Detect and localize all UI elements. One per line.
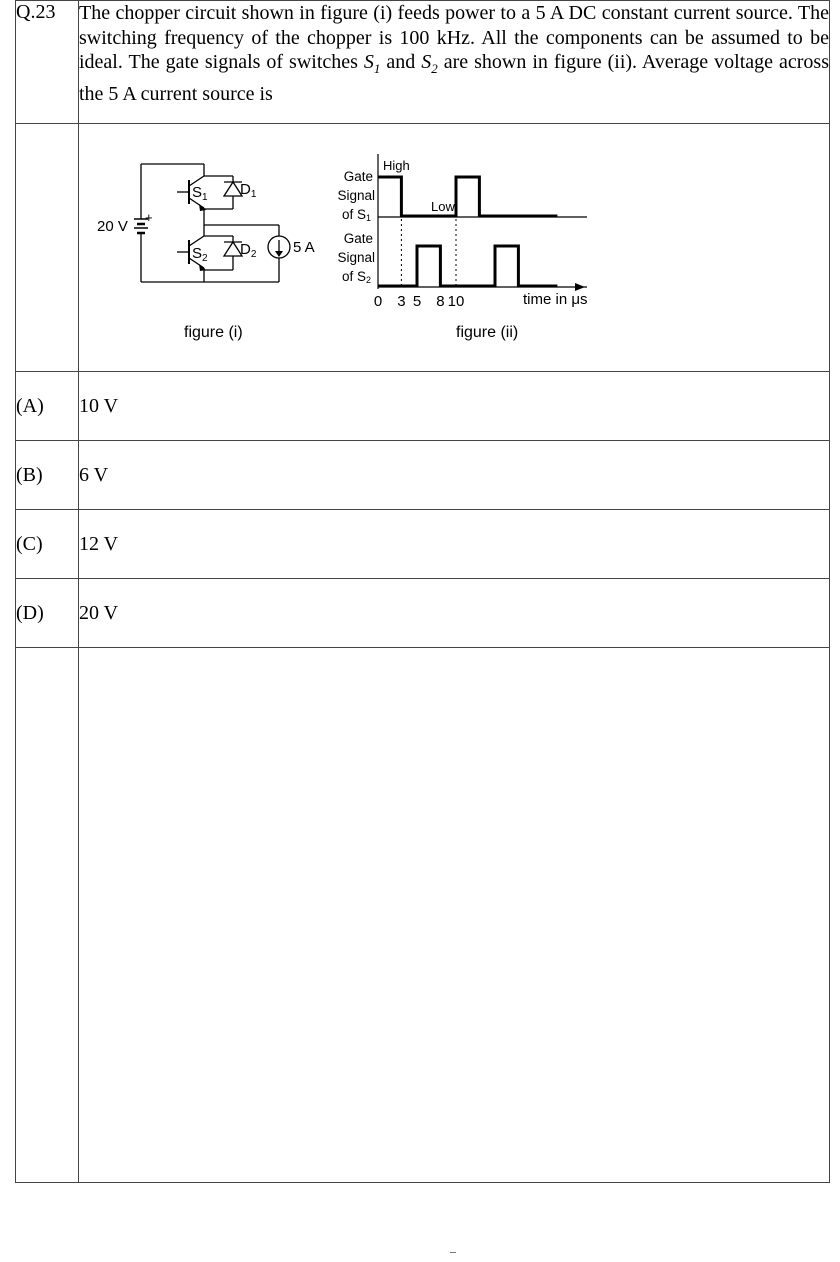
- option-row-b[interactable]: [16, 441, 830, 510]
- figure-i-caption: figure (i): [184, 324, 243, 341]
- figure-ii-caption: figure (ii): [456, 324, 519, 341]
- diode-d2-label: $D_2$: [240, 241, 257, 260]
- circuit-arrows: [199, 204, 283, 271]
- switch-s1-symbol: $S_1$: [363, 51, 381, 76]
- time-axis-arrow: [575, 283, 585, 291]
- svg-text:Gate: Gate: [343, 169, 373, 184]
- time-tick-5: 5: [412, 293, 422, 310]
- time-tick-0: 0: [373, 293, 383, 310]
- svg-text:Signal: Signal: [337, 250, 375, 265]
- option-a-text: 10 V: [79, 372, 830, 441]
- page-footer-mark: [450, 1252, 456, 1253]
- low-label: Low: [431, 199, 455, 214]
- option-c-label: (C): [16, 510, 79, 579]
- gate-signal-s1-waveform: [378, 177, 557, 216]
- s1-axis-label: [337, 169, 375, 223]
- svg-text:of S1: of S1: [341, 207, 371, 223]
- answer-area-left: [16, 648, 79, 1183]
- answer-area: [79, 648, 830, 1183]
- svg-text:Signal: Signal: [337, 188, 375, 203]
- time-tick-labels: [374, 293, 465, 310]
- high-label: High: [383, 158, 410, 173]
- option-b-text: 6 V: [79, 441, 830, 510]
- diode-d1-label: $D_1$: [240, 181, 257, 200]
- switch-s2-symbol: $S_2$: [421, 51, 438, 76]
- time-gridlines: [401, 179, 456, 287]
- option-row-d[interactable]: [16, 579, 830, 648]
- option-b-label: (B): [16, 441, 79, 510]
- time-tick-3: 3: [397, 293, 406, 310]
- option-row-a[interactable]: [16, 372, 830, 441]
- figures: [79, 124, 831, 366]
- plus-sign: +: [145, 210, 153, 225]
- gate-signal-s2-waveform: [378, 246, 557, 286]
- option-d-text: 20 V: [79, 579, 830, 648]
- question-table: [15, 0, 830, 1183]
- chopper-circuit: [134, 164, 290, 282]
- s2-axis-label: [337, 231, 375, 285]
- figure-row-empty-cell: [16, 124, 79, 372]
- option-d-label: (D): [16, 579, 79, 648]
- time-axis-label: time in μs: [523, 291, 588, 308]
- svg-text:of S2: of S2: [341, 269, 371, 285]
- switch-s1-label: $S_1$: [192, 184, 208, 203]
- gate-axes: [378, 154, 587, 289]
- time-tick-8: 8: [436, 293, 445, 310]
- option-a-label: (A): [16, 372, 79, 441]
- question-number: Q.23: [16, 1, 79, 124]
- source-voltage-label: 20 V: [97, 218, 128, 235]
- time-tick-10: 10: [447, 293, 465, 310]
- option-row-c[interactable]: [16, 510, 830, 579]
- current-source-label: 5 A: [293, 239, 315, 256]
- option-c-text: 12 V: [79, 510, 830, 579]
- svg-text:Gate: Gate: [343, 231, 373, 246]
- question-text: The chopper circuit shown in figure (i) feeds power to a 5 A DC constant current source. The switching frequency of the chopper is 100 kHz. All the components can be assumed to be ideal. The gate signals of switches $S_1$ and $S_2$ are shown in figure (ii). Average voltage across the 5 A current source is: [79, 1, 830, 124]
- figure-cell: [79, 124, 830, 372]
- switch-s2-label: $S_2$: [192, 245, 208, 264]
